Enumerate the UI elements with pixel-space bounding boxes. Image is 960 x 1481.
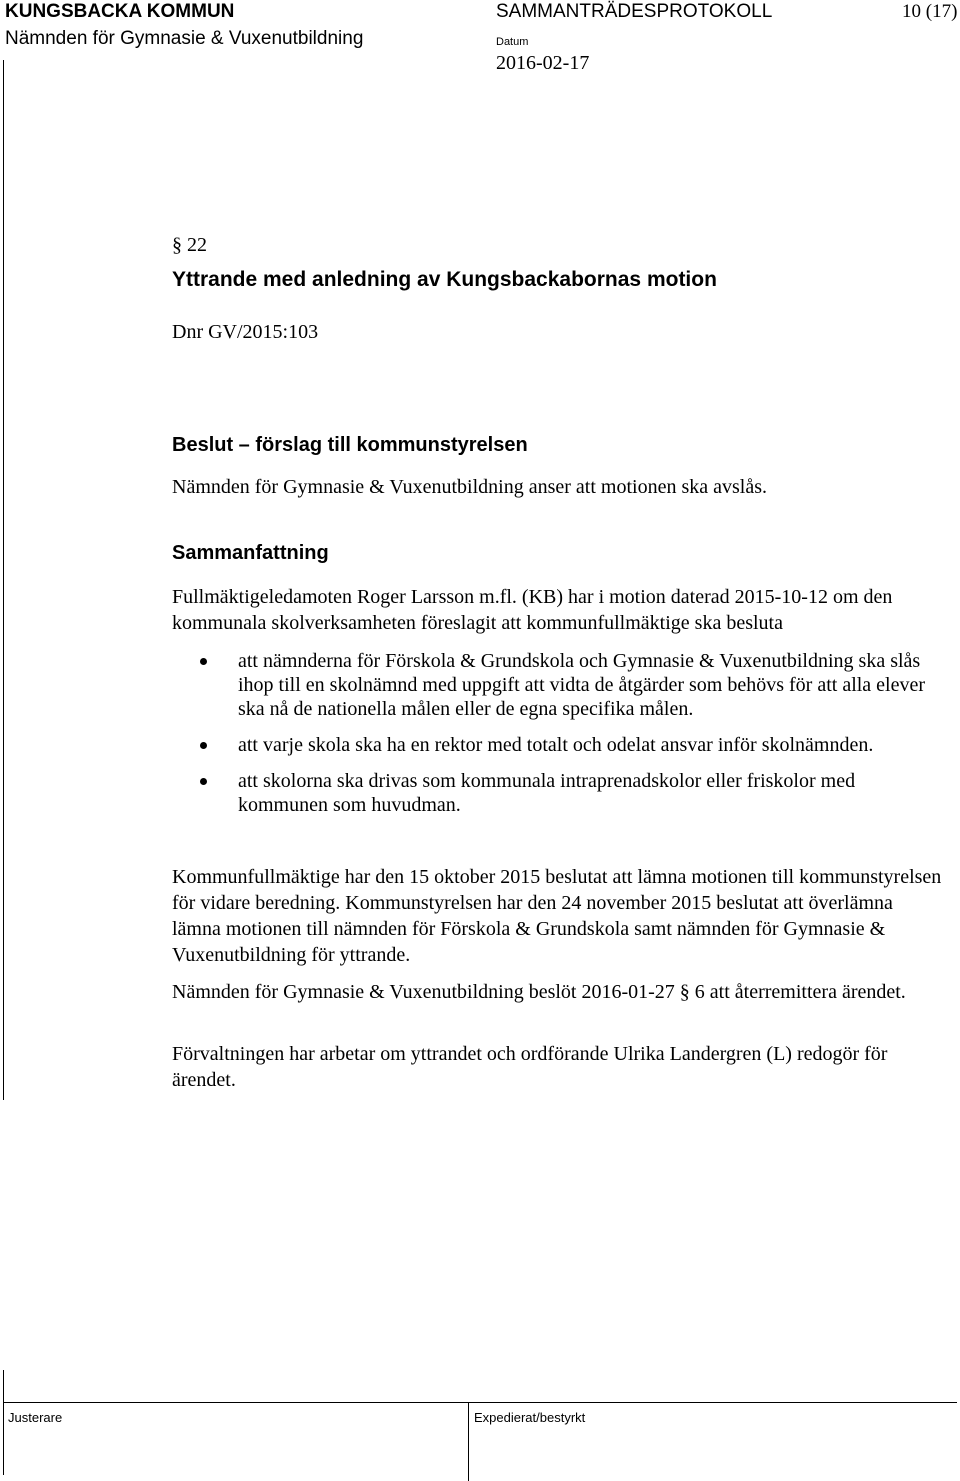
date-label: Datum (496, 36, 529, 48)
left-margin-rule-bottom (3, 1370, 4, 1475)
left-margin-rule (3, 60, 4, 1100)
summary-paragraph (172, 1041, 942, 1093)
summary-paragraph (172, 979, 942, 1005)
bullet-icon (200, 658, 207, 665)
list-item-text: att nämnderna för Förskola & Grundskola och Gymnasie & Vuxenutbildning ska slås ihop till en skolnämnd med uppgift att vidta de åtgärder som behövs för att alla elever ska nå de nationella målen eller de egna specifika målen. (238, 650, 926, 720)
list-item (238, 769, 938, 817)
paragraph-text: Nämnden för Gymnasie & Vuxenutbildning beslöt 2016-01-27 § 6 att återremittera ärendet. (172, 981, 906, 1003)
organization-name: KUNGSBACKA KOMMUN (5, 1, 235, 22)
dispatched-label: Expedierat/bestyrkt (474, 1410, 586, 1425)
paragraph-number: § 22 (172, 234, 207, 256)
list-item-text: att skolorna ska drivas som kommunala intraprenadskolor eller friskolor med kommunen som huvudman. (238, 770, 856, 816)
summary-intro-text: Fullmäktigeledamoten Roger Larsson m.fl. (KB) har i motion daterad 2015-10-12 om den kommunala skolverksamheten föreslagit att kommunfullmäktige ska besluta (172, 586, 893, 634)
footer-divider (468, 1402, 469, 1481)
footer-rule (3, 1402, 957, 1403)
decision-text: Nämnden för Gymnasie & Vuxenutbildning anser att motionen ska avslås. (172, 476, 767, 498)
paragraph-text: Förvaltningen har arbetar om yttrandet och ordförande Ulrika Landergren (L) redogör för ärendet. (172, 1043, 888, 1091)
board-name: Nämnden för Gymnasie & Vuxenutbildning (5, 28, 364, 49)
summary-intro (172, 584, 942, 636)
page-number: 10 (17) (902, 1, 958, 22)
decision-heading: Beslut – förslag till kommunstyrelsen (172, 434, 528, 456)
document-type: SAMMANTRÄDESPROTOKOLL (496, 1, 773, 22)
meeting-date: 2016-02-17 (496, 52, 590, 74)
case-number: Dnr GV/2015:103 (172, 321, 319, 343)
adjuster-label: Justerare (8, 1410, 63, 1425)
paragraph-text: Kommunfullmäktige har den 15 oktober 2015 beslutat att lämna motionen till kommunstyrelsen för vidare beredning. Kommunstyrelsen har den 24 november 2015 beslutat att överlämna lämna motionen till nämnden för Förskola & Grundskola samt nämnden för Gymnasie & Vuxenutbildning för yttrande. (172, 866, 942, 966)
bullet-icon (200, 742, 207, 749)
motion-proposals-list (238, 649, 938, 829)
section-title: Yttrande med anledning av Kungsbackabornas motion (172, 268, 717, 291)
summary-heading: Sammanfattning (172, 542, 329, 564)
summary-paragraph (172, 864, 942, 968)
bullet-icon (200, 778, 207, 785)
list-item (238, 733, 938, 757)
list-item (238, 649, 938, 721)
list-item-text: att varje skola ska ha en rektor med totalt och odelat ansvar inför skolnämnden. (238, 734, 874, 756)
